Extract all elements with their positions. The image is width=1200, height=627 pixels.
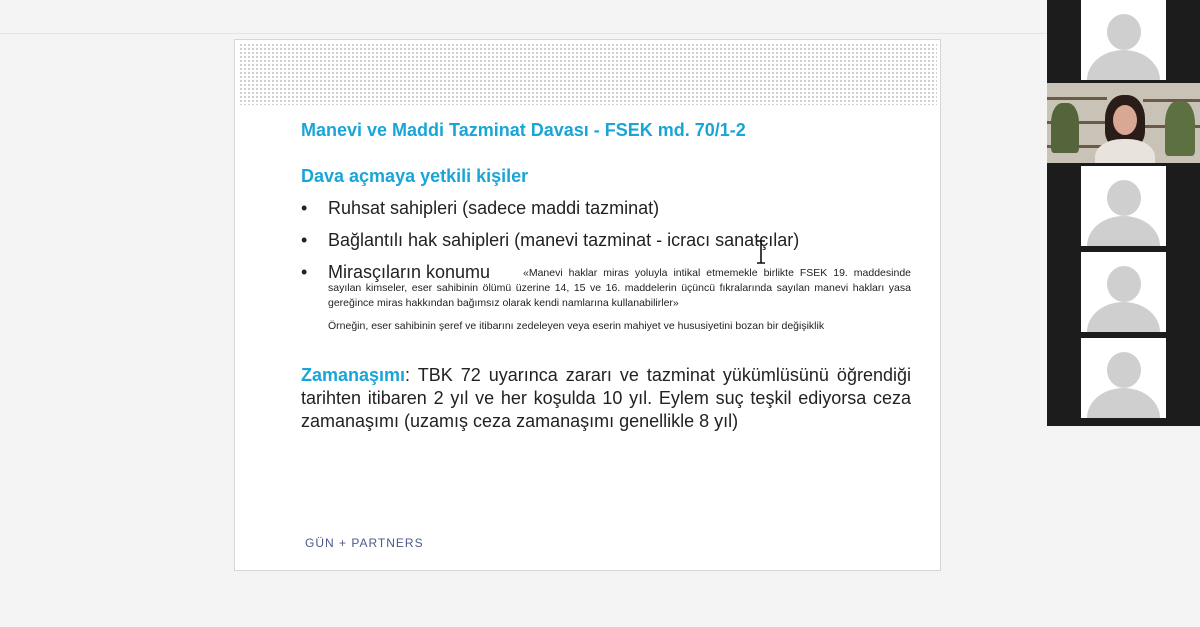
bullet-item (301, 230, 799, 251)
inheritance-quote (328, 266, 911, 311)
example-text: Örneğin, eser sahibinin şeref ve itibarını zedeleyen veya eserin mahiyet ve hususiyetini bozan bir değişiklik (328, 320, 825, 332)
slide-title: Manevi ve Maddi Tazminat Davası - FSEK md. 70/1-2 (301, 120, 746, 140)
avatar-body (1087, 216, 1160, 246)
bookshelf (1047, 97, 1107, 100)
participant-video[interactable] (1047, 83, 1200, 163)
person-body (1095, 139, 1155, 163)
participant-tile[interactable] (1081, 338, 1166, 418)
avatar-body (1087, 302, 1160, 332)
bullet-item (301, 198, 659, 219)
user-avatar-icon (1107, 352, 1141, 388)
bookshelf (1143, 99, 1200, 102)
company-logo: GÜN + PARTNERS (305, 536, 424, 550)
presentation-slide (234, 39, 941, 571)
slide-dot-pattern (239, 43, 937, 105)
plant (1165, 101, 1195, 156)
participant-tile[interactable] (1081, 166, 1166, 246)
quote-text: «Manevi haklar miras yoluyla intikal etmemekle birlikte FSEK 19. maddesinde sayılan kimseler, eser sahibinin ölümü üzerine 14, 15 ve 16. maddelerin üçüncü fıkralarında sayılan manevi hakları yasa gereğince miras hakkından bağımsız olarak kendi namlarına kullanabilirler» (328, 267, 911, 309)
toolbar-divider (0, 33, 1047, 34)
slide-subtitle: Dava açmaya yetkili kişiler (301, 166, 529, 186)
participant-tile[interactable] (1081, 252, 1166, 332)
avatar-body (1087, 388, 1160, 418)
text-cursor-icon (756, 240, 766, 264)
user-avatar-icon (1107, 180, 1141, 216)
user-avatar-icon (1107, 266, 1141, 302)
bullet-dot: • (301, 198, 308, 218)
avatar-body (1087, 50, 1160, 80)
user-avatar-icon (1107, 14, 1141, 50)
bullet-text: Ruhsat sahipleri (sadece maddi tazminat) (328, 198, 660, 218)
participant-panel (1047, 0, 1200, 426)
bullet-dot: • (301, 230, 308, 250)
bullet-text: Mirasçıların konumu (328, 262, 491, 282)
limitation-text: : TBK 72 uyarınca zararı ve tazminat yükümlüsünü öğrendiği tarihten itibaren 2 yıl ve her koşulda 10 yıl. Eylem suç teşkil ediyorsa ceza zamanaşımı (uzamış ceza zamanaşımı genellikle 8 yıl) (301, 365, 911, 431)
bullet-dot: • (301, 262, 308, 282)
limitation-label: Zamanaşımı (301, 365, 406, 385)
person-face (1113, 105, 1137, 135)
bullet-text: Bağlantılı hak sahipleri (manevi tazminat - icracı sanatçılar) (328, 230, 800, 250)
limitation-paragraph (301, 364, 911, 433)
participant-tile[interactable] (1081, 0, 1166, 80)
plant (1051, 103, 1079, 153)
